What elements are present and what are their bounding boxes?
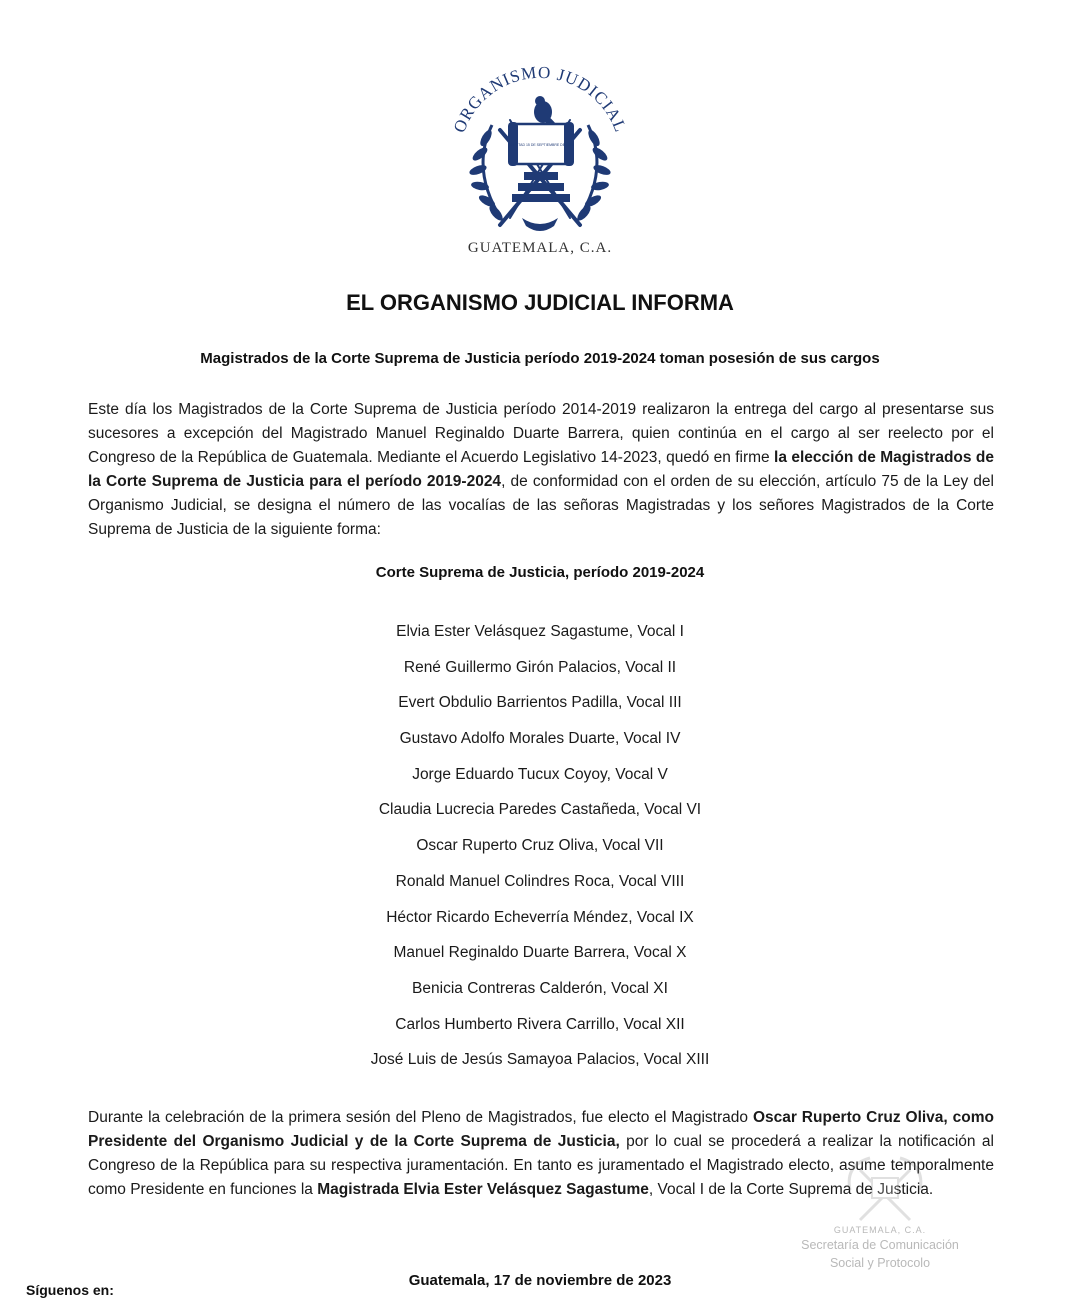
closing-text-1: Durante la celebración de la primera sesión del Pleno de Magistrados, fue electo el Magistrado xyxy=(88,1109,753,1126)
seal-arc-text: ORGANISMO JUDICIAL xyxy=(449,62,631,136)
closing-text-2: por lo cual se procederá a realizar la notificación al Congreso de la República para su respectiva juramentación. En tanto es juramentado el Magistrado electo, asume temporalmente como Presidente en funciones la xyxy=(88,1133,994,1198)
stamp-text xyxy=(770,1224,990,1272)
page-title: EL ORGANISMO JUDICIAL INFORMA xyxy=(346,290,734,315)
stamp-caption: GUATEMALA, C.A. xyxy=(833,1225,927,1235)
list-item: Elvia Ester Velásquez Sagastume, Vocal I xyxy=(396,623,684,640)
list-item: Gustavo Adolfo Morales Duarte, Vocal IV xyxy=(399,730,681,748)
intro-paragraph xyxy=(88,398,994,542)
closing-text-3: , Vocal I de la Corte Suprema de Justicia. xyxy=(648,1181,934,1198)
closing-bold-1: Oscar Ruperto Cruz Oliva, como Presidente del Organismo Judicial y de la Corte Suprema de Justicia, xyxy=(88,1109,994,1150)
list-item: Manuel Reginaldo Duarte Barrera, Vocal X xyxy=(393,944,687,962)
follow-us-label: Síguenos en: xyxy=(26,1282,114,1298)
scroll-text: LIBERTAD 15 DE SEPTIEMBRE DE 1821 xyxy=(508,143,574,147)
list-item: Carlos Humberto Rivera Carrillo, Vocal XII xyxy=(395,1015,685,1033)
stamp-line-2: Social y Protocolo xyxy=(829,1256,931,1270)
date-line: Guatemala, 17 de noviembre de 2023 xyxy=(408,1272,672,1289)
intro-bold: la elección de Magistrados de la Corte Suprema de Justicia para el período 2019-2024 xyxy=(88,449,994,490)
stamp-line-1: Secretaría de Comunicación xyxy=(801,1238,959,1252)
scroll-icon xyxy=(508,122,574,166)
magistrates-list xyxy=(0,620,1080,1084)
intro-text-after: , de conformidad con el orden de su elección, artículo 75 de la Ley del Organismo Judicial, se designa el número de las vocalías de las señoras Magistradas y los señores Magistrados de la Corte Suprema de Justicia de la siguiente forma: xyxy=(88,473,994,538)
seal-caption: GUATEMALA, C.A. xyxy=(467,240,613,256)
stamp-seal-icon xyxy=(830,1150,940,1230)
list-item: Benicia Contreras Calderón, Vocal XI xyxy=(412,979,668,997)
list-item: Jorge Eduardo Tucux Coyoy, Vocal V xyxy=(412,765,668,783)
list-item: Oscar Ruperto Cruz Oliva, Vocal VII xyxy=(416,837,664,855)
page-subtitle: Magistrados de la Corte Suprema de Justicia período 2019-2024 toman posesión de sus cargos xyxy=(200,350,880,367)
organismo-judicial-seal xyxy=(430,50,650,265)
list-item: José Luis de Jesús Samayoa Palacios, Vocal XIII xyxy=(370,1051,710,1069)
court-heading: Corte Suprema de Justicia, período 2019-2024 xyxy=(375,564,705,581)
list-item: Ronald Manuel Colindres Roca, Vocal VIII xyxy=(395,872,685,890)
list-item: Héctor Ricardo Echeverría Méndez, Vocal IX xyxy=(386,908,694,926)
closing-bold-2: Magistrada Elvia Ester Velásquez Sagastume xyxy=(317,1181,649,1198)
intro-text-before: Este día los Magistrados de la Corte Suprema de Justicia período 2014-2019 realizaron la entrega del cargo al presentarse sus sucesores a excepción del Magistrado Manuel Reginaldo Duarte Barrera, quien continúa en el cargo al ser reelecto por el Congreso de la República de Guatemala. Mediante el Acuerdo Legislativo 14-2023, quedó en firme xyxy=(88,401,994,466)
list-item: René Guillermo Girón Palacios, Vocal II xyxy=(403,658,677,676)
list-item: Evert Obdulio Barrientos Padilla, Vocal III xyxy=(398,694,682,712)
list-item: Claudia Lucrecia Paredes Castañeda, Vocal VI xyxy=(378,801,702,819)
